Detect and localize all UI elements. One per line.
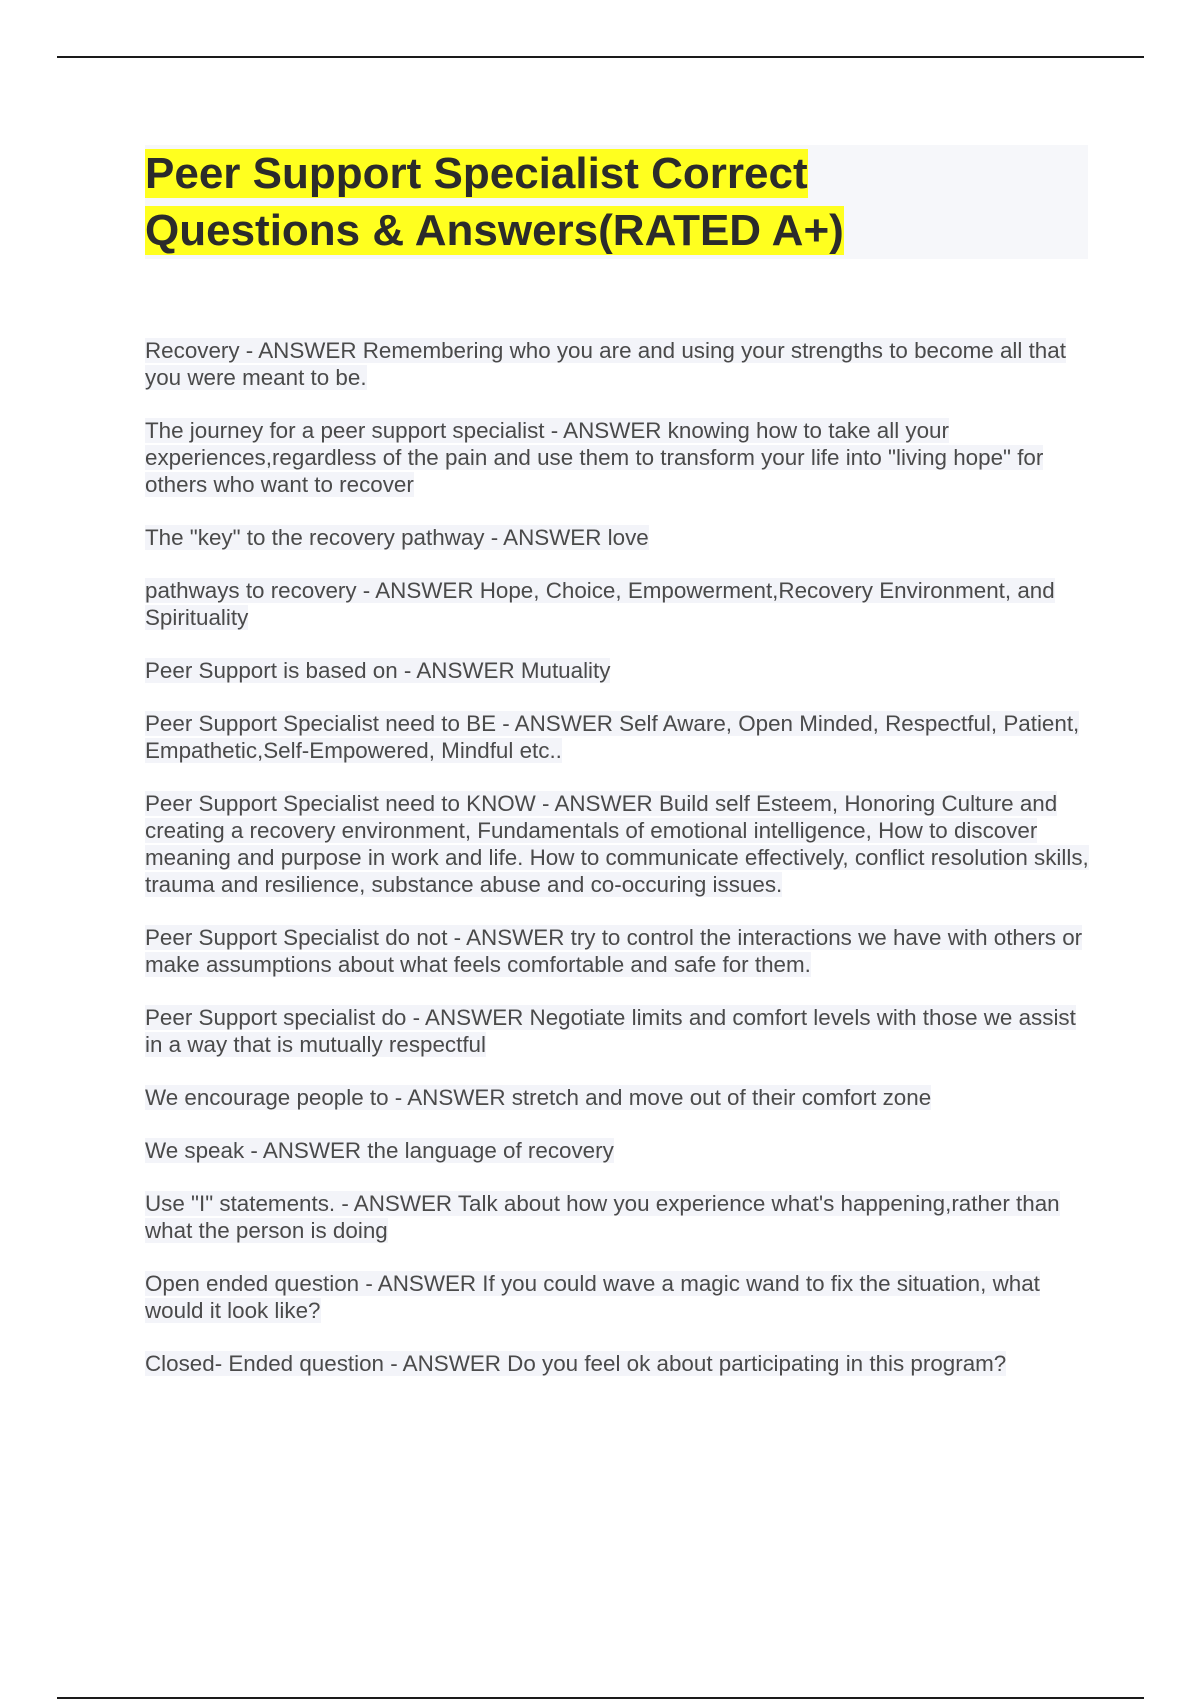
qa-text: We encourage people to - ANSWER stretch and move out of their comfort zone bbox=[145, 1085, 932, 1110]
qa-text: pathways to recovery - ANSWER Hope, Choice, Empowerment,Recovery Environment, and Spirituality bbox=[145, 578, 1055, 630]
qa-text: The journey for a peer support specialist - ANSWER knowing how to take all your experiences,regardless of the pain and use them to transform your life into "living hope" for others who want to recover bbox=[145, 418, 1044, 497]
title-line-1: Peer Support Specialist Correct bbox=[145, 149, 808, 198]
qa-item-speak bbox=[145, 1137, 1090, 1164]
qa-item-open-ended bbox=[145, 1270, 1090, 1324]
qa-item-key bbox=[145, 524, 1090, 551]
title-block bbox=[145, 145, 1088, 259]
top-rule bbox=[57, 56, 1144, 58]
bottom-rule bbox=[57, 1697, 1144, 1699]
qa-text: Closed- Ended question - ANSWER Do you feel ok about participating in this program? bbox=[145, 1351, 1007, 1376]
document-title bbox=[145, 145, 1088, 259]
qa-text: Peer Support specialist do - ANSWER Negotiate limits and comfort levels with those we assist in a way that is mutually respectful bbox=[145, 1005, 1076, 1057]
qa-item-pathways bbox=[145, 577, 1090, 631]
qa-list bbox=[145, 337, 1090, 1403]
qa-item-need-to-be bbox=[145, 710, 1090, 764]
qa-item-need-to-know bbox=[145, 790, 1090, 898]
qa-item-recovery bbox=[145, 337, 1090, 391]
qa-text: Peer Support Specialist need to KNOW - ANSWER Build self Esteem, Honoring Culture and creating a recovery environment, Fundamentals of emotional intelligence, How to discover meaning and purpose in work and life. How to communicate effectively, conflict resolution skills, trauma and resilience, substance abuse and co-occuring issues. bbox=[145, 791, 1089, 897]
qa-text: Use "I" statements. - ANSWER Talk about how you experience what's happening,rather than what the person is doing bbox=[145, 1191, 1060, 1243]
qa-text: Recovery - ANSWER Remembering who you are and using your strengths to become all that you were meant to be. bbox=[145, 338, 1066, 390]
qa-item-closed-ended bbox=[145, 1350, 1090, 1377]
qa-item-i-statements bbox=[145, 1190, 1090, 1244]
qa-text: Peer Support Specialist do not - ANSWER try to control the interactions we have with others or make assumptions about what feels comfortable and safe for them. bbox=[145, 925, 1083, 977]
qa-item-encourage bbox=[145, 1084, 1090, 1111]
qa-item-do-not bbox=[145, 924, 1090, 978]
qa-text: Peer Support is based on - ANSWER Mutuality bbox=[145, 658, 611, 683]
qa-text: Open ended question - ANSWER If you could wave a magic wand to fix the situation, what would it look like? bbox=[145, 1271, 1040, 1323]
title-line-2: Questions & Answers(RATED A+) bbox=[145, 206, 844, 255]
qa-item-journey bbox=[145, 417, 1090, 498]
qa-item-do bbox=[145, 1004, 1090, 1058]
qa-text: The "key" to the recovery pathway - ANSWER love bbox=[145, 525, 649, 550]
qa-text: Peer Support Specialist need to BE - ANSWER Self Aware, Open Minded, Respectful, Patient, Empathetic,Self-Empowered, Mindful etc.. bbox=[145, 711, 1080, 763]
qa-text: We speak - ANSWER the language of recovery bbox=[145, 1138, 614, 1163]
qa-item-based-on bbox=[145, 657, 1090, 684]
